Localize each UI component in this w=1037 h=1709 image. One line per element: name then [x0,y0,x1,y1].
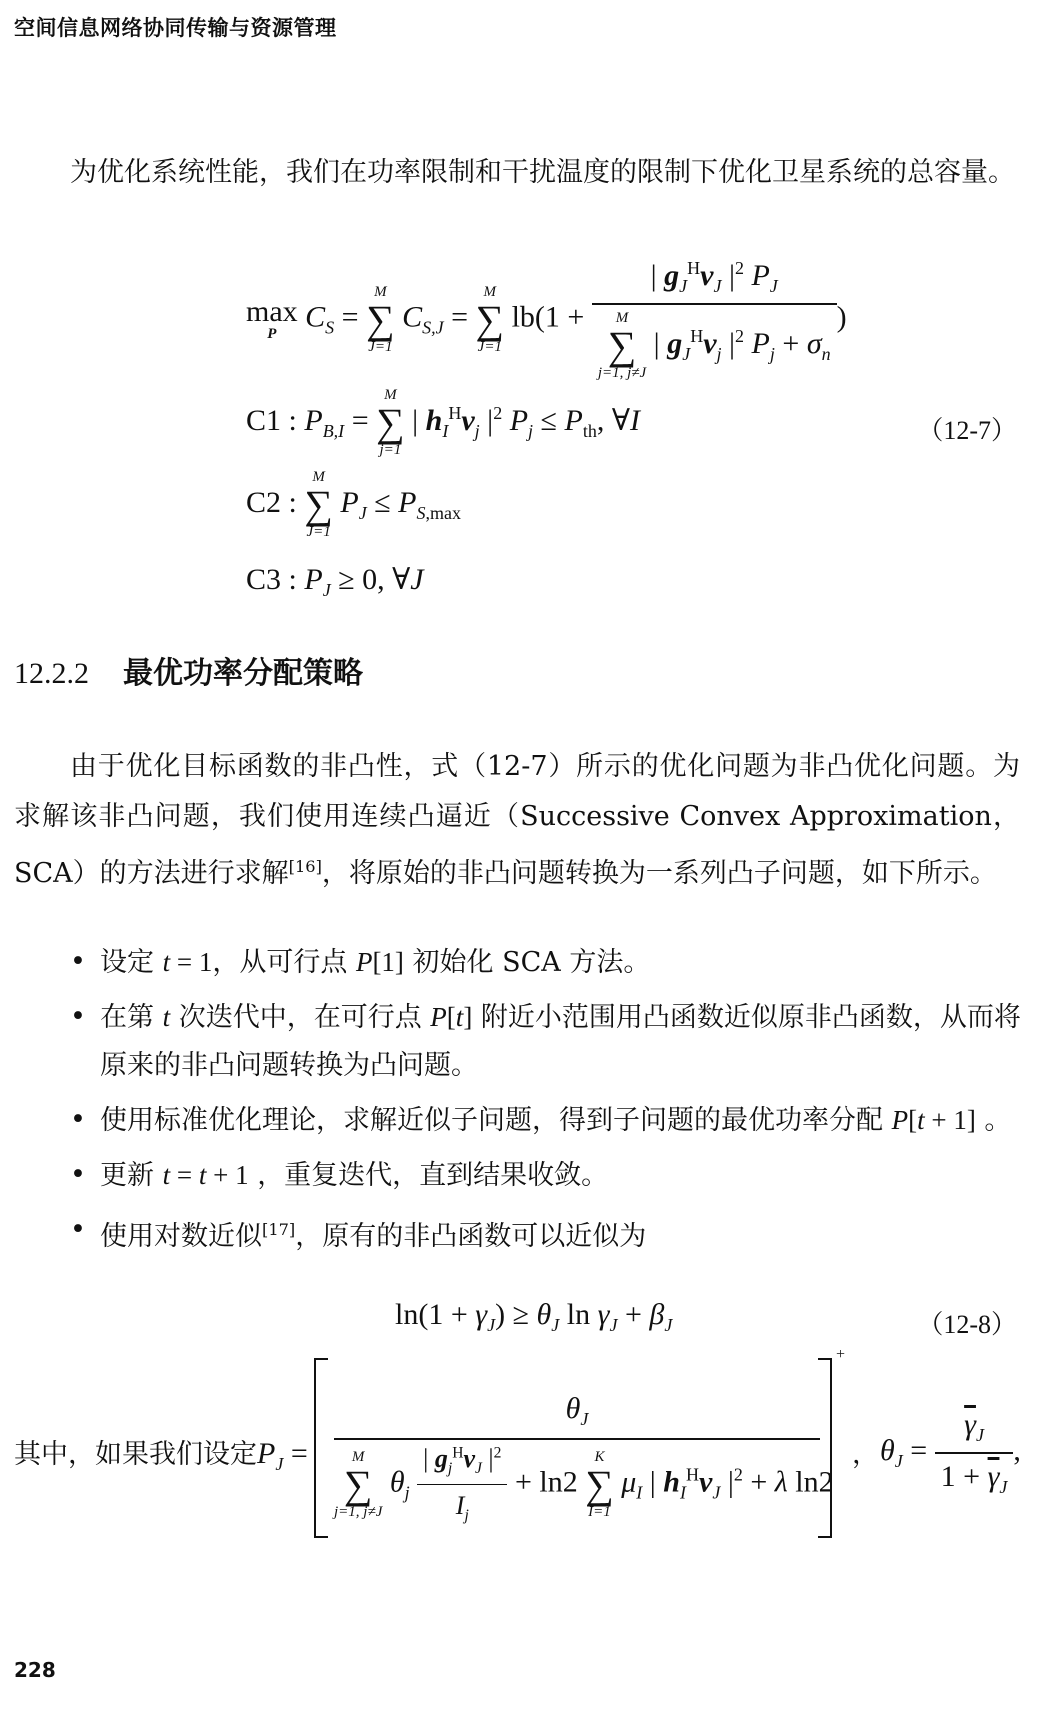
bullet-text: 初始化 SCA 方法。 [412,947,651,978]
c2-label: C2 : [246,485,297,519]
bullet-item: • 使用标准优化理论，求解近似子问题，得到子问题的最优功率分配 P[t + 1] 。 [70,1096,1022,1145]
section-number: 12.2.2 [14,657,89,690]
page-number: 228 [14,1658,56,1682]
bullet-text: 使用标准优化理论，求解近似子问题，得到子问题的最优功率分配 [100,1105,883,1136]
bullet-text: 设定 [100,947,154,978]
constraint-c3: C3 : $P_J \ge 0$, ∀J [246,563,424,600]
power-fraction: $\theta_J$ M ∑ j=1, j≠J $\theta_j$ $\frac{| g_j^Hv_J |^2}{I_j}$ + ln2 K ∑ I=1 $\mu_I$ | $h_I^Hv_J$ $|^2 + \lambda$ ln2 [334,1392,834,1525]
bullet-text: ，从可行点 [212,947,348,978]
equation-objective: max P $C_S$ = M ∑ J=1 $C_{S,J}$ = M ∑ J=1 lb(1 + | $g_J^Hv_J$ $|^2$ $P_J$ M ∑ j=1, j≠J | $g_J^Hv_j$ $|^2$ $P_j + \sigma_n$ ) [246,258,847,381]
final-line-lead: 其中，如果我们设定$P_J$ = [14,1437,308,1474]
body-text-part2: ，将原始的非凸问题转换为一系列凸子问题，如下所示。 [321,858,997,889]
running-header: 空间信息网络协同传输与资源管理 [14,16,337,40]
section-title: 最优功率分配策略 [123,656,363,691]
left-bracket [314,1358,328,1538]
bullet-text: 。 [984,1105,1012,1136]
equation-12-8: $\ln(1 + \gamma_J) \ge \theta_J$ $\ln \gamma_J + \beta_J$ [395,1298,673,1335]
bullet-item: • 更新 t = t + 1 ，重复迭代，直到结果收敛。 [70,1151,1022,1200]
final-line-separator: ， [852,1439,879,1470]
bullet-text: ，重复迭代，直到结果收敛。 [257,1160,609,1191]
c1-label: C1 : [246,403,297,437]
c3-label: C3 : [246,563,297,596]
citation-16: [16] [288,857,322,876]
equation-number-12-8: （12-8） [917,1310,1017,1339]
body-paragraph [14,742,1020,899]
citation-17: [17] [262,1220,296,1239]
bullet-text: 使用对数近似 [100,1221,262,1252]
bullet-text: 次迭代中，在可行点 [178,1002,422,1033]
body-text-part1: 由于优化目标函数的非凸性，式（12-7）所示的优化问题为非凸优化问题。为求解该非凸问题，我们使用连续凸逼近（Successive Convex Approximation，SCA）的方法进行求解 [14,751,1020,889]
theta-definition: $\theta_J$ = $\frac{\overline{\gamma}_J}{1 + \overline{\gamma}_J}$ , [880,1408,1021,1497]
bullet-text: 附近小范围用凸函数近似原非凸函数，从而将原来的非凸问题转换为凸问题。 [100,1002,1021,1081]
section-heading [14,648,363,692]
equation-number-12-7: （12-7） [917,416,1017,445]
constraint-c2: C2 : M ∑ J=1 $P_J \le P_{S,max}$ [246,469,461,540]
bullet-item [70,1206,1022,1261]
right-bracket [818,1358,832,1538]
bullet-text: 在第 [100,1002,154,1033]
bullet-text: 更新 [100,1160,154,1191]
final-line-text: 其中，如果我们设定 [14,1439,257,1470]
bullet-item: • 设定 t = 1，从可行点 P[1] 初始化 SCA 方法。 [70,938,1022,987]
intro-paragraph: 为优化系统性能，我们在功率限制和干扰温度的限制下优化卫星系统的总容量。 [70,157,1015,188]
bullet-text: ，原有的非凸函数可以近似为 [295,1221,647,1252]
constraint-c1: C1 : $P_{B,I}$ = M ∑ j=1 | $h_I^Hv_j$ $|^2$ $P_j \le P_{th}$, ∀I [246,387,640,458]
bullet-list [70,938,1022,1267]
bullet-item: • 在第 t 次迭代中，在可行点 P[t] 附近小范围用凸函数近似原非凸函数，从而将原来的非凸问题转换为凸问题。 [70,993,1022,1090]
